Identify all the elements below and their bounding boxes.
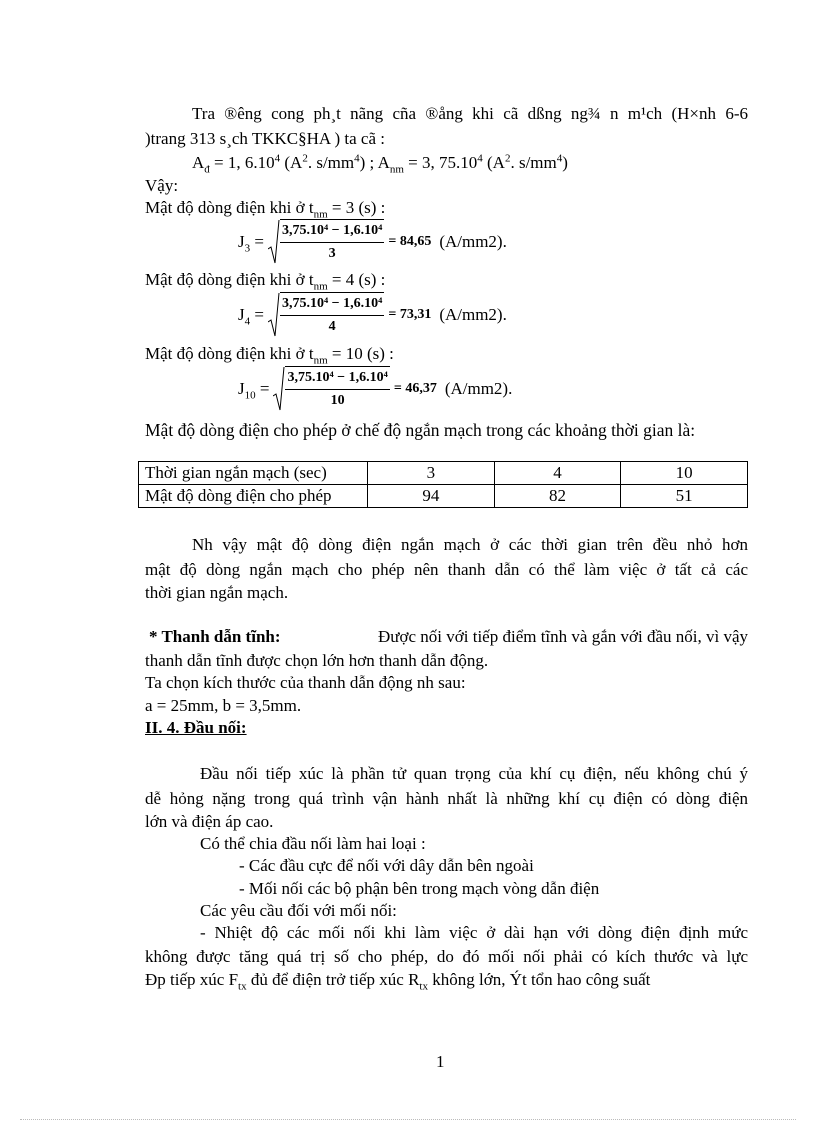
area-values: $A_đ = 1$, 6.10$^4$ ($A^2$. $s/mm^4$) ; $A_{nm} = 3$, 75.10$^4$ ($A^2$. $s/mm^4$) — [192, 152, 568, 176]
intro-line-1: Tra ®êng cong ph¸t nãng cña ®ång khi cã dßng ng¾ n m¹ch (H×nh 6-6 — [192, 104, 748, 123]
table-cell: 10 — [621, 462, 748, 485]
section-p1-line-2: dễ hỏng nặng trong quá trình vận hành nhất là những khí cụ điện có dòng điện — [145, 789, 748, 808]
section-p4-line-3: Đp tiếp xúc $F_{tx}$ đủ để điện trở tiếp xúc $R_{tx}$ không lớn, Ýt tổn hao công suất — [145, 970, 651, 993]
static-bar-line-2: thanh dẫn tĩnh được chọn lớn hơn thanh dẫn động. — [145, 651, 489, 670]
static-bar-line-1: * Thanh dẫn tĩnh: Được nối với tiếp điểm tĩnh và gắn với đầu nối, vì vậy — [149, 627, 748, 646]
static-bar-line-4: a = 25mm, b = 3,5mm. — [145, 696, 302, 715]
list-item: - Mối nối các bộ phận bên trong mạch vòng dẫn điện — [239, 879, 600, 898]
vay-label: Vậy: — [145, 176, 179, 195]
list-item: - Các đầu cực để nối với dây dẫn bên ngoài — [239, 856, 534, 875]
formula-1: $J_3$ = $\frac{\text{3,75.10⁴ − 1,6.10⁴}}{3}$ = 84,65 (A/mm2). — [238, 219, 507, 265]
table-intro: Mật độ dòng điện cho phép ở chế độ ngắn mạch trong các khoảng thời gian là: — [145, 420, 696, 440]
conclusion-line-1: Nh vậy mật độ dòng điện ngắn mạch ở các thời gian trên đều nhỏ hơn — [192, 535, 748, 554]
formula-3: $J_{10}$ = $\frac{\text{3,75.10⁴ − 1,6.10⁴}}{10}$ = 46,37 (A/mm2). — [238, 366, 512, 412]
section-p4-line-1: - Nhiệt độ các mối nối khi làm việc ở dài hạn với dòng điện định mức — [200, 923, 748, 942]
table-cell: 3 — [368, 462, 495, 485]
section-p1-line-1: Đầu nối tiếp xúc là phần tử quan trọng của khí cụ điện, nếu không chú ý — [200, 764, 748, 783]
formula-heading-3: Mật độ dòng điện khi ở $t_{nm} = 10$ (s) : — [145, 344, 394, 367]
formula-2: $J_4$ = $\frac{\text{3,75.10⁴ − 1,6.10⁴}}{4}$ = 73,31 (A/mm2). — [238, 292, 507, 338]
table-cell: 51 — [621, 485, 748, 508]
static-bar-line-3: Ta chọn kích thước của thanh dẫn động nh sau: — [145, 673, 466, 692]
section-heading: II. 4. Đầu nối: — [145, 718, 247, 737]
section-p3: Các yêu cầu đối với mối nối: — [200, 901, 397, 920]
table-cell: Mật độ dòng điện cho phép — [139, 485, 368, 508]
radical-sign: $\frac{\text{3,75.10⁴ − 1,6.10⁴}}{10}$ — [273, 366, 389, 412]
table-cell: 4 — [494, 462, 621, 485]
section-p2: Có thể chia đầu nối làm hai loại : — [200, 834, 426, 853]
radical-sign: $\frac{\text{3,75.10⁴ − 1,6.10⁴}}{3}$ — [268, 219, 384, 265]
section-p1-line-3: lớn và điện áp cao. — [145, 812, 274, 831]
page-number: 1 — [436, 1052, 445, 1071]
table-cell: Thời gian ngắn mạch (sec) — [139, 462, 368, 485]
table-cell: 82 — [494, 485, 621, 508]
current-density-table — [138, 461, 748, 508]
radical-sign: $\frac{\text{3,75.10⁴ − 1,6.10⁴}}{4}$ — [268, 292, 384, 338]
table-cell: 94 — [368, 485, 495, 508]
formula-heading-2: Mật độ dòng điện khi ở $t_{nm} = 4$ (s) : — [145, 270, 386, 293]
table-row — [139, 462, 748, 485]
page-bottom-rule — [20, 1119, 796, 1120]
table-row — [139, 485, 748, 508]
conclusion-line-2: mật độ dòng ngắn mạch cho phép nên thanh dẫn có thể làm việc ở tất cả các — [145, 560, 748, 579]
conclusion-line-3: thời gian ngắn mạch. — [145, 583, 289, 602]
section-p4-line-2: không được tăng quá trị số cho phép, do đó mối nối phải có kích thước và lực — [145, 947, 748, 966]
formula-heading-1: Mật độ dòng điện khi ở $t_{nm} = 3$ (s) : — [145, 198, 386, 221]
intro-line-2: )trang 313 s¸ch TKKC§HA ) ta cã : — [145, 129, 385, 148]
